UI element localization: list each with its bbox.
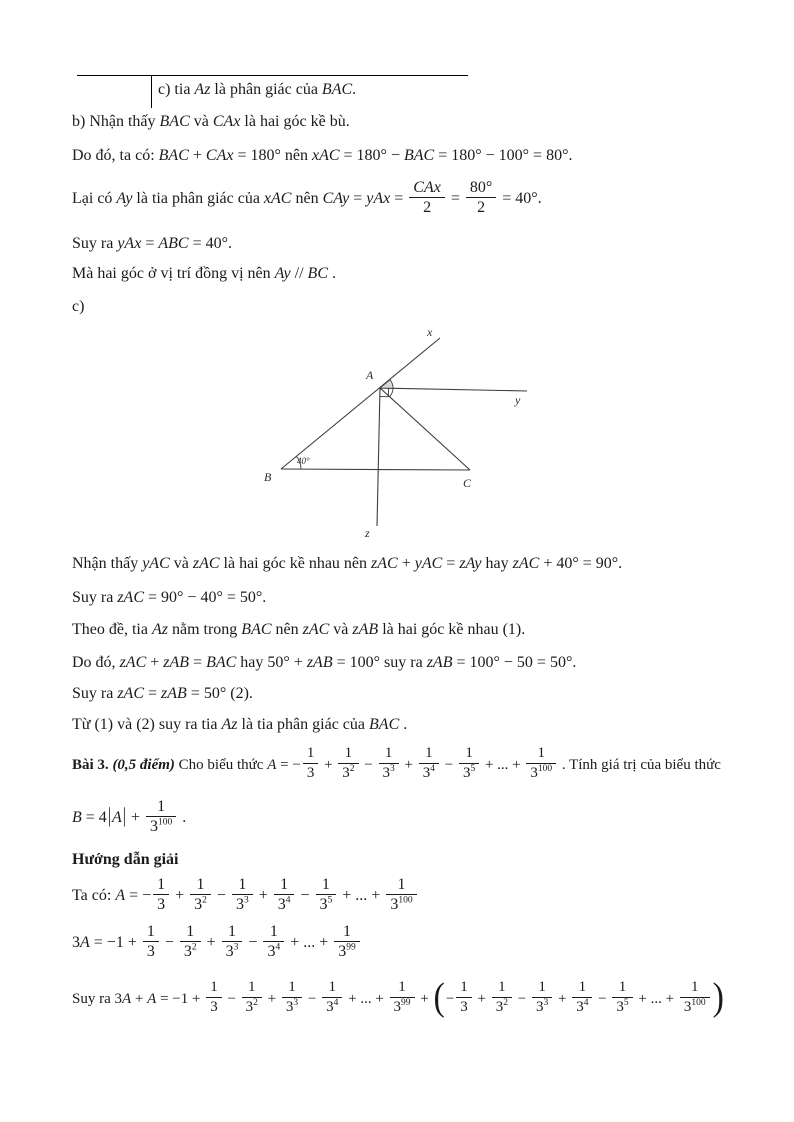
math-expression: zAB: [161, 685, 187, 702]
exponent: 4: [285, 895, 291, 906]
math-expression: ABC: [158, 235, 189, 252]
solution-heading: [72, 850, 179, 870]
fraction: [303, 744, 319, 783]
fraction: [572, 978, 592, 1017]
fraction-denominator: $3^3$: [285, 998, 299, 1015]
math-expression: BC: [307, 265, 328, 282]
diagram-label-z: z: [365, 526, 370, 540]
diagram-label-x: x: [427, 325, 433, 339]
math-expression: Az: [194, 81, 211, 98]
fraction-numerator: 1: [153, 875, 169, 895]
fraction-numerator: 1: [419, 744, 439, 764]
fraction: [274, 875, 295, 914]
diagram-label-y: y: [515, 393, 521, 407]
fraction: [316, 875, 337, 914]
math-expression: zAC: [119, 654, 147, 671]
bold-italic-text: (0,5 điểm): [112, 756, 175, 773]
exponent: 3: [233, 942, 239, 953]
solution-sum: Suy ra 3A + A = −1 + $\frac{1}{3}$ − $\frac{1}{3^2}$ + $\frac{1}{3^3}$ − $\frac{1}{3^4}$ + ... + $\frac{1}{3^{99}}$ + (− $\frac{1}{3}$ + $\frac{1}{3^2}$ − $\frac{1}{3^3}$ + $\frac{1}{3^4}$ − $\frac{1}{3^5}$ + ... + $\frac{1}{3^{100}}$ ): [72, 975, 724, 1019]
exponent: 4: [583, 998, 589, 1008]
fraction-denominator: 3: [146, 943, 155, 960]
table-cell-note: c) tia Az là phân giác của BAC.: [158, 81, 357, 98]
part-c-sum: Do đó, zAC + zAB = BAC hay 50° + zAB = 100° suy ra zAB = 100° − 50 = 50°.: [72, 654, 577, 671]
exponent: 2: [253, 998, 258, 1008]
fraction: [322, 978, 342, 1017]
fraction-denominator: 2: [423, 199, 432, 216]
exponent: 3: [390, 764, 395, 774]
fraction: [466, 178, 496, 217]
fraction: [526, 744, 556, 783]
fraction-denominator: $3^3$: [535, 998, 549, 1015]
fraction-denominator: 3: [210, 999, 218, 1015]
problem-3-expression-b: B = 4|A| + $\frac{1}{3^{100}}$ .: [72, 798, 187, 835]
fraction-numerator: 1: [222, 922, 243, 942]
math-expression: BAC: [369, 716, 400, 733]
diagram-segment-A-y_end: [380, 388, 527, 391]
fraction-numerator: 1: [180, 922, 201, 942]
math-expression: zAC: [302, 621, 330, 638]
exponent: 4: [430, 764, 435, 774]
fraction-denominator: $3^5$: [616, 998, 629, 1015]
fraction-denominator: $3^5$: [319, 895, 333, 913]
part-b-parallel: Mà hai góc ở vị trí đồng vị nên Ay // BC .: [72, 265, 336, 282]
fraction-numerator: 1: [526, 744, 556, 764]
fraction-denominator: $3^2$: [245, 998, 258, 1015]
exponent: 4: [333, 998, 339, 1008]
fraction-denominator: $3^5$: [462, 764, 476, 781]
math-expression: zAB: [306, 654, 333, 671]
part-b-corresponding: Suy ra yAx = ABC = 40°.: [72, 235, 232, 252]
exponent: 2: [503, 998, 509, 1008]
math-expression: A: [122, 990, 132, 1007]
math-expression: A: [267, 756, 277, 773]
angle-sector-mark: [380, 380, 393, 389]
fraction-denominator: $3^{100}$: [683, 998, 706, 1015]
math-expression: A: [147, 990, 157, 1007]
angle-arc-mark: [390, 388, 393, 396]
math-expression: zAB: [426, 654, 453, 671]
fraction: [242, 978, 262, 1017]
exponent: 2: [349, 764, 355, 774]
fraction: [390, 978, 415, 1017]
fraction-denominator: $3^2$: [183, 942, 197, 960]
fraction-numerator: 1: [532, 978, 552, 998]
fraction-denominator: $3^3$: [225, 942, 239, 960]
math-expression: zAC: [192, 555, 220, 572]
diagram-segment-B-x_end: [281, 338, 440, 469]
fraction: [680, 978, 710, 1017]
part-c-equal: Suy ra zAC = zAB = 50° (2).: [72, 685, 253, 702]
math-expression: yAC: [414, 555, 443, 572]
bold-text: Hướng dẫn giải: [72, 851, 179, 868]
exponent: 100: [691, 998, 706, 1008]
fraction: [206, 978, 222, 1017]
part-b-bisector: Lại có Ay là tia phân giác của xAC nên CAy = yAx = $\frac{\text{CAx}}{2}$ = $\frac{80^\circ}{2}$ = 40°.: [72, 179, 542, 216]
fraction: [612, 978, 632, 1017]
math-expression: zAC: [512, 555, 540, 572]
exponent: 5: [470, 764, 476, 774]
fraction-numerator: 1: [456, 978, 472, 998]
fraction-denominator: $3^3$: [382, 764, 395, 781]
solution-a: Ta có: A = − $\frac{1}{3}$ + $\frac{1}{3^2}$ − $\frac{1}{3^3}$ + $\frac{1}{3^4}$ − $\frac{1}{3^5}$ + ... + $\frac{1}{3^{100}}$: [72, 877, 419, 916]
math-expression: zAB: [163, 654, 190, 671]
exponent: 4: [275, 942, 281, 953]
fraction-numerator: 1: [263, 922, 284, 942]
fraction: [379, 744, 399, 783]
math-expression: B: [72, 809, 82, 827]
diagram-label-C: C: [463, 476, 472, 490]
math-expression: Az: [151, 621, 168, 638]
problem-3-statement: Bài 3. (0,5 điểm) Cho biểu thức A = − $\frac{1}{3}$ + $\frac{1}{3^2}$ − $\frac{1}{3^3}$ + $\frac{1}{3^4}$ − $\frac{1}{3^5}$ + ... + $\frac{1}{3^{100}}$ . Tính giá trị của biểu thức: [72, 745, 721, 781]
math-expression: Az: [221, 716, 238, 733]
math-expression: CAx: [413, 179, 441, 196]
exponent: 3: [293, 998, 299, 1008]
diagram-segment-A-z_end: [377, 388, 380, 526]
fraction: [456, 978, 472, 1017]
fraction-denominator: $3^4$: [277, 895, 291, 913]
fraction: [419, 744, 439, 783]
fraction-numerator: 1: [338, 744, 358, 764]
bold-text: Bài 3.: [72, 756, 113, 773]
exponent: 2: [191, 942, 197, 953]
math-expression: CAx: [212, 113, 241, 130]
table-cell-divider: [151, 76, 152, 108]
fraction-denominator: $3^2$: [342, 764, 355, 781]
fraction: [263, 922, 284, 961]
diagram-label-A: A: [366, 368, 374, 382]
fraction-denominator: $3^4$: [422, 764, 435, 781]
part-b-computation: Do đó, ta có: BAC + CAx = 180° nên xAC = 180° − BAC = 180° − 100° = 80°.: [72, 147, 573, 164]
fraction-denominator: $3^4$: [576, 998, 589, 1015]
exponent: 100: [398, 895, 413, 906]
fraction-denominator: $3^{100}$: [530, 764, 553, 781]
fraction: [190, 875, 211, 914]
part-c-within: Theo đề, tia Az nằm trong BAC nên zAC và zAB là hai góc kề nhau (1).: [72, 621, 526, 638]
fraction-numerator: 1: [242, 978, 262, 998]
math-expression: CAx: [205, 147, 234, 164]
fraction-numerator: 1: [680, 978, 710, 998]
fraction-numerator: 1: [386, 875, 416, 895]
math-expression: BAC: [158, 147, 189, 164]
fraction-denominator: $3^{100}$: [150, 817, 173, 835]
math-expression: zAB: [352, 621, 379, 638]
diagram-segment-B-C: [281, 469, 470, 470]
math-expression: CAy: [322, 190, 350, 208]
fraction-numerator: 1: [459, 744, 479, 764]
fraction-denominator: 2: [477, 199, 486, 216]
fraction-denominator: $3^{100}$: [390, 895, 413, 913]
fraction-numerator: 1: [190, 875, 211, 895]
fraction-denominator: 3: [460, 999, 468, 1015]
geometry-diagram: [240, 316, 550, 548]
exponent: 3: [543, 998, 549, 1008]
math-expression: BAC: [321, 81, 353, 98]
fraction-numerator: 1: [390, 978, 415, 998]
fraction: [180, 922, 201, 961]
fraction-numerator: 1: [322, 978, 342, 998]
fraction: [409, 178, 445, 217]
fraction-numerator: 1: [143, 922, 159, 942]
fraction-numerator: 1: [334, 922, 360, 942]
exponent: 99: [346, 942, 356, 953]
fraction: [492, 978, 512, 1017]
math-expression: BAC: [206, 654, 237, 671]
exponent: 100: [537, 764, 553, 774]
fraction: [338, 744, 358, 783]
fraction-numerator: 1: [232, 875, 253, 895]
exponent: 5: [327, 895, 333, 906]
math-expression: xAC: [311, 147, 340, 164]
absolute-value-bar: |: [107, 805, 112, 828]
fraction-numerator: 80°: [466, 178, 496, 198]
exponent: 2: [202, 895, 207, 906]
math-expression: xAC: [263, 190, 292, 208]
fraction: [532, 978, 552, 1017]
fraction: [282, 978, 302, 1017]
diagram-segment-A-C: [380, 388, 470, 470]
math-expression: zAy: [459, 555, 482, 572]
fraction: [334, 922, 360, 961]
fraction-numerator: 1: [282, 978, 302, 998]
fraction: [143, 922, 159, 961]
part-b-statement: b) Nhận thấy BAC và CAx là hai góc kề bù.: [72, 113, 350, 130]
fraction-numerator: 1: [316, 875, 337, 895]
math-expression: BAC: [159, 113, 190, 130]
fraction-denominator: $3^{99}$: [393, 998, 411, 1015]
exponent: 100: [158, 817, 173, 828]
math-expression: Ay: [274, 265, 291, 282]
part-c-adjacent: Nhận thấy yAC và zAC là hai góc kề nhau nên zAC + yAC = zAy hay zAC + 40° = 90°.: [72, 555, 623, 572]
fraction-denominator: 3: [306, 765, 315, 781]
absolute-value-bar: |: [122, 805, 126, 828]
fraction-numerator: 1: [146, 797, 176, 817]
fraction-denominator: $3^{99}$: [338, 942, 356, 960]
math-expression: A: [80, 934, 90, 952]
part-c-conclusion: Từ (1) và (2) suy ra tia Az là tia phân giác của BAC .: [72, 716, 408, 733]
math-expression: yAx: [366, 190, 391, 208]
part-c-label: c): [72, 298, 85, 315]
math-expression: BAC: [403, 147, 435, 164]
fraction: [232, 875, 253, 914]
math-expression: zAC: [371, 555, 398, 572]
fraction: [459, 744, 479, 783]
fraction-numerator: 1: [379, 744, 399, 764]
fraction: [146, 797, 176, 836]
fraction-numerator: [409, 178, 445, 198]
math-expression: A: [112, 809, 122, 827]
fraction-numerator: 1: [303, 744, 319, 764]
table-border-top: [77, 75, 468, 76]
exponent: 99: [401, 998, 411, 1008]
math-expression: Ay: [116, 190, 133, 208]
math-expression: zAC: [117, 589, 144, 606]
fraction-numerator: 1: [206, 978, 222, 998]
fraction-denominator: $3^2$: [194, 895, 207, 913]
diagram-label-40deg: 40°: [297, 456, 310, 466]
fraction-denominator: $3^3$: [235, 895, 249, 913]
exponent: 3: [243, 895, 249, 906]
fraction-numerator: 1: [492, 978, 512, 998]
part-c-zac: Suy ra zAC = 90° − 40° = 50°.: [72, 589, 267, 606]
fraction-numerator: 1: [274, 875, 295, 895]
fraction-denominator: $3^4$: [267, 942, 281, 960]
math-expression: yAx: [117, 235, 142, 252]
fraction: [153, 875, 169, 914]
math-expression: zAC: [117, 685, 144, 702]
math-expression: A: [115, 887, 126, 905]
fraction: [386, 875, 416, 914]
fraction-numerator: 1: [612, 978, 632, 998]
diagram-label-B: B: [264, 470, 272, 484]
solution-3a: 3A = −1 + $\frac{1}{3}$ − $\frac{1}{3^2}$ + $\frac{1}{3^3}$ − $\frac{1}{3^4}$ + ... + $\frac{1}{3^{99}}$: [72, 924, 362, 963]
fraction-numerator: 1: [572, 978, 592, 998]
fraction-denominator: $3^4$: [326, 998, 339, 1015]
fraction-denominator: $3^2$: [495, 998, 509, 1015]
fraction: [222, 922, 243, 961]
exponent: 5: [623, 998, 629, 1008]
fraction-denominator: 3: [157, 896, 166, 913]
math-expression: BAC: [241, 621, 272, 638]
math-expression: yAC: [142, 555, 170, 572]
